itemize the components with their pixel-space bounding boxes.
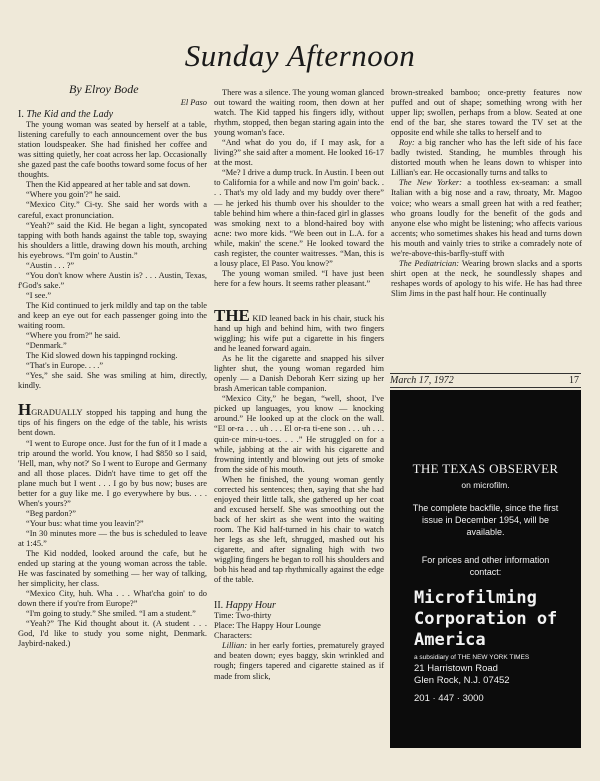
page-footer: [390, 373, 581, 388]
section-1-name: The Kid and the Lady: [26, 109, 114, 121]
drop-cap: H: [18, 400, 32, 420]
paragraph: “And what do you do, if I may ask, for a living?” she said after a moment. He looked 16-17 at the most.: [214, 138, 384, 168]
paragraph: There was a silence. The young woman glanced out toward the waiting room, then down at her watch. The Kid tapped his fingers idly, without rhythm, stopped, then began staring again into the young woman's face.: [214, 88, 384, 138]
ad-address: [390, 663, 581, 687]
ad-address-line: Glen Rock, N.J. 07452: [414, 675, 510, 686]
paragraph: The young woman smiled. “I have just been here for a few hours. It seems rather pleasant.”: [214, 268, 384, 288]
page-number: 17: [569, 375, 579, 386]
ad-subsidiary: a subsidiary of THE NEW YORK TIMES: [414, 654, 530, 661]
paragraph: “I went to Europe once. Just for the fun of it I made a trip around the world. You know, I had $850 so I said, 'Hell, man, why not?' So I went to Europe and Germany and all those places. Didn't have time to get off the plane much but I went . . . I go by bus now; buses are better for a guy like me. I go everywhere by bus. . . . When's yours?”: [18, 438, 207, 508]
paragraph: “Mexico City, huh. Wha . . . What'cha goin' to do down there if you're from Europe?”: [18, 589, 207, 609]
paragraph: brown-streaked bamboo; once-pretty features now puffed and out of shape; something wrong with her upper lip; swollen, perhaps from a blow. Seated at one end of the bar, she stares toward the TV set at the opposite end while she talks to herself and to: [391, 88, 582, 138]
ad-address-line: 21 Harristown Road: [414, 663, 498, 674]
stage-line: Place: The Happy Hour Lounge: [214, 621, 321, 631]
paragraph: “Yeah?” said the Kid. He began a light, syncopated tapping with both hands against the table top, swaying his shoulders a little, drawing down his mouth, arching his eyebrows. “I'm goin' to Austin.”: [18, 220, 207, 260]
ad-paragraph: For prices and other information contact:: [421, 555, 550, 577]
column-1: [18, 98, 207, 649]
paragraph: [18, 400, 207, 438]
section-1-heading: [18, 110, 207, 120]
paragraph: The Kid continued to jerk mildly and tap on the table and keep an eye out for each passenger going into the waiting room.: [18, 300, 207, 331]
paragraph: “Yes,” she said. She was smiling at him, directly, kindly.: [18, 371, 207, 391]
paragraph: [391, 259, 582, 299]
paragraph-text: a big rancher who has the left side of his face badly twisted. Standing, he mumbles through his distorted mouth when he leans down to whisper into Lillian's ear. He occasionally turns and talks to: [391, 138, 583, 178]
paragraph: As he lit the cigarette and snapped his silver lighter shut, the young woman regarded him openly — a Danish Deborah Kerr sizing up her brash American table companion.: [214, 354, 384, 394]
character-name: The Pediatrician:: [399, 258, 460, 268]
paragraph: “Yeah?” The Kid thought about it. (A student . . . God, I'd like to study you some night, Denmark. Jaybird-naked.): [18, 619, 207, 649]
spacer: [18, 391, 207, 405]
ad-brand-line: Microfilming: [414, 588, 537, 608]
paragraph: “Austin . . . ?”: [26, 260, 75, 270]
paragraph: The young woman was seated by herself at a table, listening carefully to each announcement over the bus station loudspeaker. She had finished her coffee and was sitting quietly, her coat across her lap. Occasionally she gazed past the cafe booths toward some focus of her thoughts.: [18, 120, 207, 180]
column-2: [214, 88, 384, 682]
stage-line: Time: Two-thirty: [214, 611, 272, 621]
ad-brand-line: Corporation of: [414, 609, 558, 629]
dateline-place: El Paso: [180, 98, 207, 107]
paragraph: Then the Kid appeared at her table and sat down.: [26, 180, 191, 190]
column-3: [391, 88, 582, 299]
byline: By Elroy Bode: [69, 82, 139, 96]
paragraph: The Kid slowed down his tappingnd rocking.: [26, 351, 178, 361]
ad-paragraph: The complete backfile, since the first issue in December 1954, will be available.: [412, 503, 559, 537]
ad-subheading: on microfilm.: [461, 480, 510, 490]
paragraph: “I'm going to study.” She smiled. “I am a student.”: [26, 609, 196, 619]
section-2-heading: [214, 601, 384, 611]
section-1-number: I.: [18, 109, 24, 121]
paragraph-text: GRADUALLY stopped his tapping and hung the tips of his fingers on the edge of the table, his wrists bent down.: [18, 408, 207, 438]
paragraph: [214, 305, 384, 354]
character-name: Lillian:: [222, 641, 248, 651]
drop-cap: THE: [214, 305, 250, 325]
ad-heading: THE TEXAS OBSERVER: [412, 461, 559, 476]
paragraph: “Where you goin'?” he said.: [26, 190, 121, 200]
paragraph: [214, 641, 384, 681]
paragraph: “That's in Europe. . . .”: [26, 361, 104, 371]
character-name: The New Yorker:: [399, 178, 462, 188]
section-2-number: II.: [214, 600, 224, 612]
paragraph: “I see.”: [26, 290, 52, 300]
paragraph: “You don't know where Austin is? . . . Austin, Texas, f'God's sake.”: [18, 270, 207, 290]
spacer: [214, 585, 384, 599]
paragraph-text: a toothless ex-seaman: a small Italian with a big nose and a raw, throaty, Mr. Magoo voice; who wears a small green hat with a red feather; who groans loudly for the benefit of the gods and anyone else who might be listening; who affects various accents; who sometimes shakes his head and turns down his mouth and vainly tries to strike a comradely note of we're-above-this-barfly-stuff with: [391, 178, 582, 258]
paragraph-text: KID leaned back in his chair, stuck his hand up high and behind him, with two fingers wiggling; his wife put a cigarette in his fingers and he leaned forward again.: [214, 313, 384, 354]
paragraph: “Denmark.”: [26, 341, 67, 351]
stage-line: Characters:: [214, 631, 253, 641]
ad-brand: [390, 588, 581, 651]
paragraph: “Mexico City,” he began, “well, shoot, I've picked up languages, you know — knocking around.” He looked up at the clock on the wall. “El or-ra . . . uh . . . El or-ra ti-ene son . . . uh . . . quin-ce min-u-toes. . . .” He struggled on for a while, jabbing at the air with his cigarette and frowning intently and blowing out jets of smoke from the side of his mouth.: [214, 394, 384, 474]
paragraph: The Kid nodded, looked around the cafe, but he ended up staring at the young woman across the table. He was fascinated by something — her way of talking, her simplicity, her class.: [18, 549, 207, 589]
paragraph: [391, 178, 582, 258]
paragraph: “Mexico City.” Ci-ty. She said her words with a careful, exact pronunciation.: [18, 200, 207, 220]
paragraph: “In 30 minutes more — the bus is scheduled to leave at 1:45.”: [18, 528, 207, 548]
paragraph: [391, 138, 582, 178]
ad-phone: 201 · 447 · 3000: [414, 693, 484, 704]
paragraph-text: Wearing brown slacks and a sports shirt open at the neck, he soundlessly shapes and reshapes words of apology to his wife. He has had three Slim Jims in the past half hour. He continually: [391, 258, 582, 298]
issue-date: March 17, 1972: [390, 375, 454, 386]
paragraph: “Beg pardon?”: [26, 508, 76, 518]
paragraph: “Me? I drive a dump truck. In Austin. I been out to California for a while and now I'm goin' back. . . . That's my old lady and my buddy over there” — he jerked his thumb over his shoulder to the table behind him where a thin-faced girl in glasses was smoking next to a blond-haired boy with acne: two more kids. “We been out in L.A. for a while, makin' the scene.” He looked toward the cash register, the counter waitresses. “Man, this is a lousy place, El Paso. You know?”: [214, 168, 384, 268]
microfilm-advertisement: [390, 390, 581, 748]
ad-brand-line: America: [414, 630, 486, 650]
paragraph: “Where you from?” he said.: [26, 331, 121, 341]
character-name: Roy:: [399, 138, 415, 148]
article-title: Sunday Afternoon: [184, 38, 416, 73]
paragraph: “Your bus: what time you leavin'?”: [26, 518, 144, 528]
section-2-name: Happy Hour: [225, 600, 276, 612]
paragraph-text: in her early forties, prematurely grayed and beaten down; eyes baggy, skin wrinkled and rough; fingers tapered and cigarette stained as if made from slick,: [214, 641, 385, 681]
paragraph: When he finished, the young woman gently corrected his sentences; then, saying that she had enjoyed their little talk, she gathered up her coat and excused herself. She was smoothing out the back of her skirt as she went into the waiting room. The Kid half-turned in his chair to watch her legs as she left, shrugged, mashed out his cigarette, and after signaling high with two wiggling fingers he began to roll his shoulders and bob his head and tap rhythmically against the edge of the table.: [214, 474, 384, 585]
